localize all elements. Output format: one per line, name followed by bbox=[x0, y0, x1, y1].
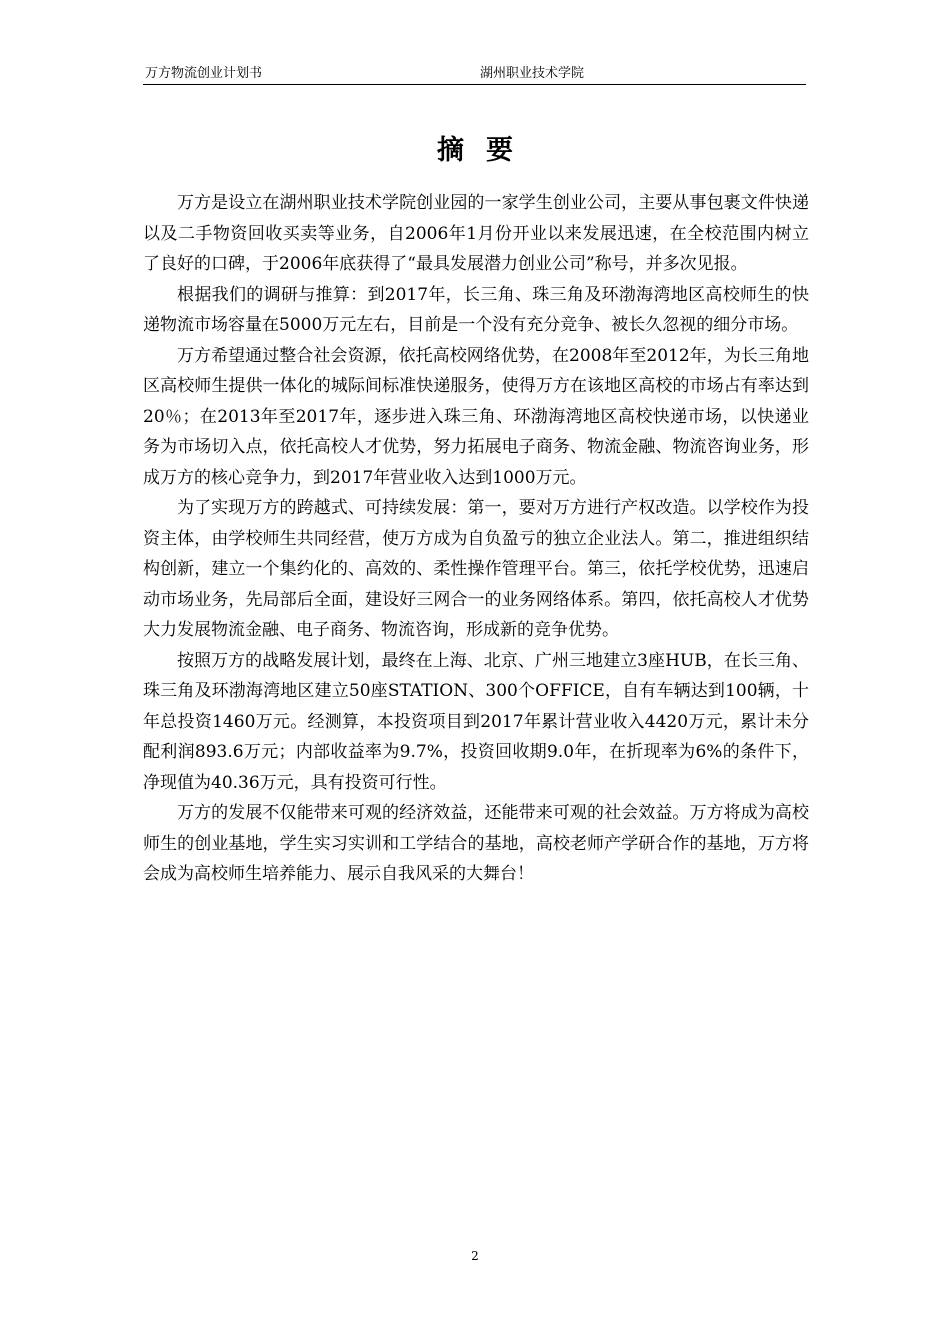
header-institution: 湖州职业技术学院 bbox=[480, 66, 585, 81]
paragraph-market-research: 根据我们的调研与推算：到2017年，长三角、珠三角及环渤海湾地区高校师生的快递物流市场容量在5000万元左右，目前是一个没有充分竞争、被长久忽视的细分市场。 bbox=[143, 284, 809, 335]
paragraph-development-steps: 为了实现万方的跨越式、可持续发展：第一，要对万方进行产权改造。以学校作为投资主体，由学校师生共同经营，使万方成为自负盈亏的独立企业法人。第二，推进组织结构创新，建立一个集约化的、高效的、柔性操作管理平台。第三，依托学校优势，迅速启动市场业务，先局部后全面，建设好三网合一的业务网络体系。第四，依托高校人才优势大力发展物流金融、电子商务、物流咨询，形成新的竞争优势。 bbox=[143, 498, 809, 640]
page-number: 2 bbox=[471, 1249, 479, 1263]
page-title: 摘要 bbox=[437, 135, 535, 166]
page-header bbox=[143, 66, 806, 85]
abstract-body bbox=[143, 188, 809, 890]
paragraph-social-benefit: 万方的发展不仅能带来可观的经济效益，还能带来可观的社会效益。万方将成为高校师生的创业基地，学生实习实训和工学结合的基地，高校老师产学研合作的基地，万方将会成为高校师生培养能力、展示自我风采的大舞台！ bbox=[143, 803, 809, 884]
paragraph-investment: 按照万方的战略发展计划，最终在上海、北京、广州三地建立3座HUB，在长三角、珠三角及环渤海湾地区建立50座STATION、300个OFFICE，自有车辆达到100辆，十年总投资1460万元。经测算，本投资项目到2017年累计营业收入4420万元，累计未分配利润893.6万元；内部收益率为9.7%，投资回收期9.0年，在折现率为6%的条件下，净现值为40.36万元，具有投资可行性。 bbox=[143, 650, 809, 793]
paragraph-company-intro: 万方是设立在湖州职业技术学院创业园的一家学生创业公司，主要从事包裹文件快递以及二手物资回收买卖等业务，自2006年1月份开业以来发展迅速，在全校范围内树立了良好的口碑，于2006年底获得了“最具发展潜力创业公司”称号，并多次见报。 bbox=[143, 193, 809, 274]
header-document-title: 万方物流创业计划书 bbox=[145, 66, 263, 81]
paragraph-growth-plan: 万方希望通过整合社会资源，依托高校网络优势，在2008年至2012年，为长三角地区高校师生提供一体化的城际间标准快递服务，使得万方在该地区高校的市场占有率达到20％；在2013年至2017年，逐步进入珠三角、环渤海湾地区高校快递市场，以快递业务为市场切入点，依托高校人才优势，努力拓展电子商务、物流金融、物流咨询业务，形成万方的核心竞争力，到2017年营业收入达到1000万元。 bbox=[143, 345, 809, 488]
